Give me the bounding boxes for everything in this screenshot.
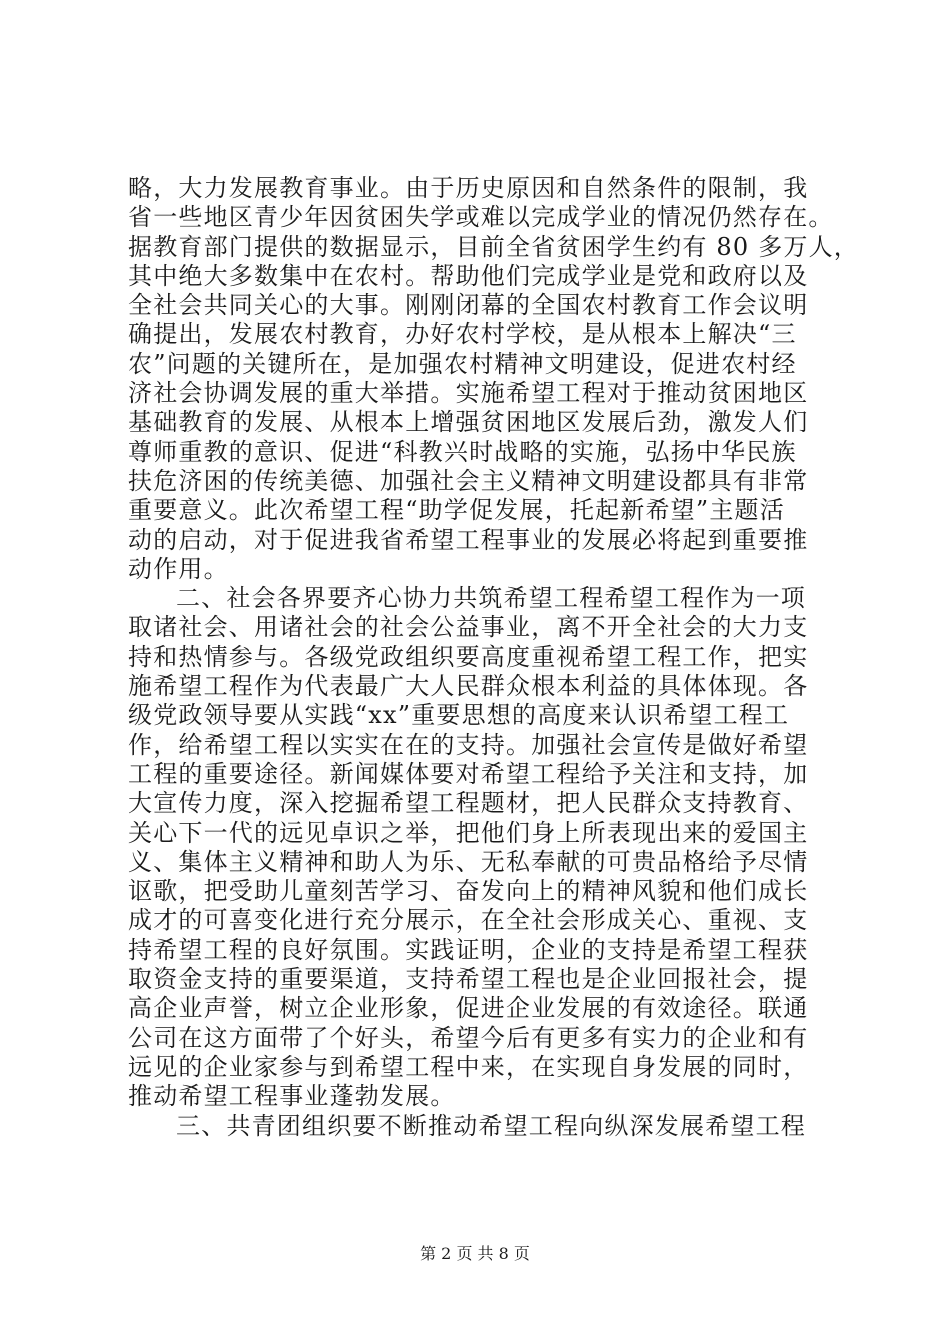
text-line: 省一些地区青少年因贫困失学或难以完成学业的情况仍然存在。 <box>128 203 834 232</box>
page-number-footer: 第 2 页 共 8 页 <box>420 1244 530 1263</box>
text-line: 级党政领导要从实践“xx”重要思想的高度来认识希望工程工 <box>128 701 790 730</box>
text-line: 略，大力发展教育事业。由于历史原因和自然条件的限制，我 <box>128 174 809 202</box>
text-line: 讴歌，把受助儿童刻苦学习、奋发向上的精神风貌和他们成长 <box>128 877 809 906</box>
text-line: 济社会协调发展的重大举措。实施希望工程对于推动贫困地区 <box>128 379 809 408</box>
text-line: 义、集体主义精神和助人为乐、无私奉献的可贵品格给予尽情 <box>128 847 809 876</box>
text-line: 推动希望工程事业蓬勃发展。 <box>128 1082 456 1111</box>
text-line: 确提出，发展农村教育，办好农村学校，是从根本上解决“三 <box>128 320 797 349</box>
text-line: 农”问题的关键所在，是加强农村精神文明建设，促进农村经 <box>128 349 797 378</box>
text-line: 重要意义。此次希望工程“助学促发展，托起新希望”主题活 <box>128 496 785 525</box>
text-line: 动的启动，对于促进我省希望工程事业的发展必将起到重要推 <box>128 525 809 554</box>
text-line: 施希望工程作为代表最广大人民群众根本利益的具体体现。各 <box>128 672 809 701</box>
text-line: 关心下一代的远见卓识之举，把他们身上所表现出来的爱国主 <box>128 818 809 847</box>
paragraph-heading-3: 三、共青团组织要不断推动希望工程向纵深发展希望工程 <box>176 1111 806 1140</box>
text-line: 扶危济困的传统美德、加强社会主义精神文明建设都具有非常 <box>128 466 809 495</box>
text-line: 其中绝大多数集中在农村。帮助他们完成学业是党和政府以及 <box>128 261 809 290</box>
text-line: 高企业声誉，树立企业形象，促进企业发展的有效途径。联通 <box>128 994 809 1023</box>
text-line: 公司在这方面带了个好头，希望今后有更多有实力的企业和有 <box>128 1023 809 1052</box>
text-line: 据教育部门提供的数据显示，目前全省贫困学生约有 80 多万人， <box>128 232 859 261</box>
text-line: 大宣传力度，深入挖掘希望工程题材，把人民群众支持教育、 <box>128 789 809 818</box>
text-line: 工程的重要途径。新闻媒体要对希望工程给予关注和支持，加 <box>128 759 809 788</box>
text-line: 作，给希望工程以实实在在的支持。加强社会宣传是做好希望 <box>128 730 809 759</box>
paragraph-heading-2: 二、社会各界要齐心协力共筑希望工程希望工程作为一项 <box>176 584 806 613</box>
body-text <box>128 174 859 1141</box>
text-line: 全社会共同关心的大事。刚刚闭幕的全国农村教育工作会议明 <box>128 291 809 320</box>
text-line: 远见的企业家参与到希望工程中来，在实现自身发展的同时， <box>128 1052 809 1081</box>
text-line: 成才的可喜变化进行充分展示，在全社会形成关心、重视、支 <box>128 906 809 935</box>
text-line: 动作用。 <box>128 554 229 583</box>
text-line: 取诸社会、用诸社会的社会公益事业，离不开全社会的大力支 <box>128 613 809 642</box>
text-line: 尊师重教的意识、促进“科教兴时战略的实施，弘扬中华民族 <box>128 437 797 466</box>
text-line: 持和热情参与。各级党政组织要高度重视希望工程工作，把实 <box>128 642 809 671</box>
text-line: 取资金支持的重要渠道，支持希望工程也是企业回报社会，提 <box>128 965 809 994</box>
text-line: 基础教育的发展、从根本上增强贫困地区发展后劲，激发人们 <box>128 408 809 437</box>
text-line: 持希望工程的良好氛围。实践证明，企业的支持是希望工程获 <box>128 935 809 964</box>
